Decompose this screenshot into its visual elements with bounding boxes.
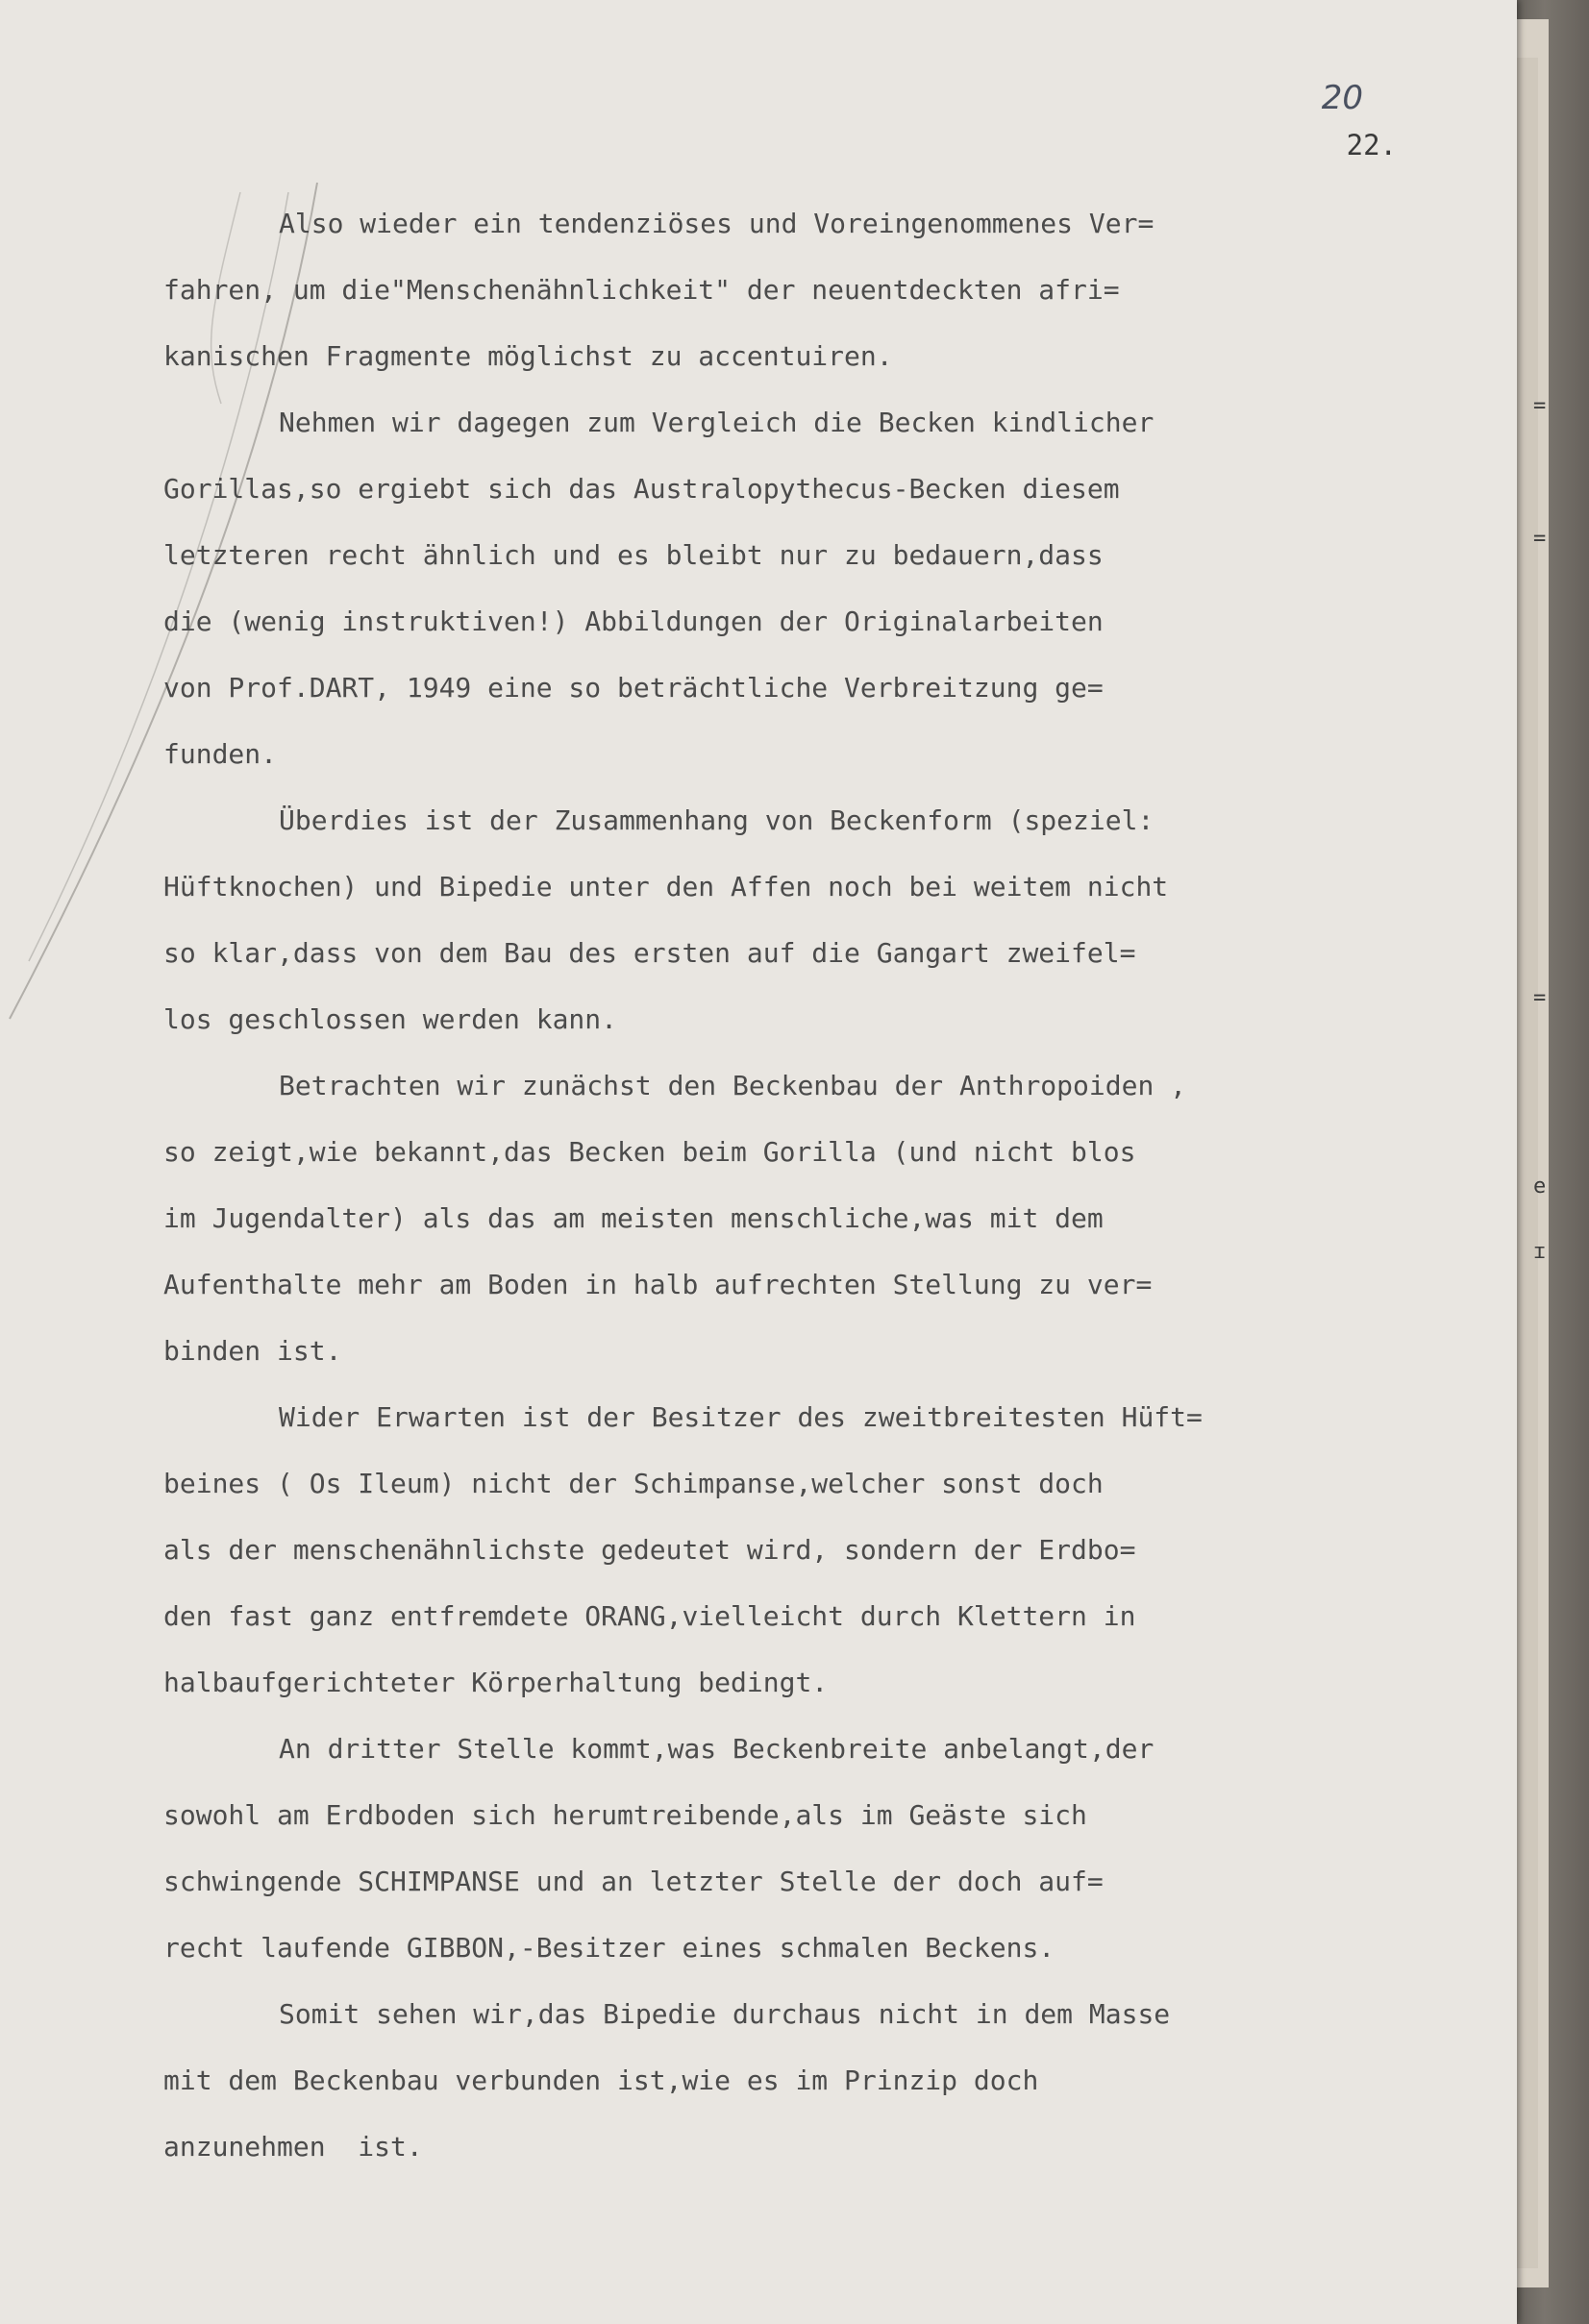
- text-line: Wider Erwarten ist der Besitzer des zweitbreitesten Hüft=: [279, 1401, 1203, 1433]
- text-line: An dritter Stelle kommt,was Beckenbreite anbelangt,der: [279, 1733, 1155, 1765]
- text-line: Nehmen wir dagegen zum Vergleich die Becken kindlicher: [279, 407, 1155, 438]
- text-line: als der menschenähnlichste gedeutet wird, sondern der Erdbo=: [163, 1534, 1136, 1566]
- text-line: binden ist.: [163, 1335, 342, 1367]
- text-line: so zeigt,wie bekannt,das Becken beim Gorilla (und nicht blos: [163, 1136, 1136, 1168]
- text-line: Überdies ist der Zusammenhang von Beckenform (speziel:: [279, 804, 1155, 836]
- margin-mark: ɪ: [1533, 1240, 1547, 1264]
- folio-number: 20: [1321, 79, 1363, 117]
- body-text: [163, 190, 1490, 2180]
- text-line: so klar,dass von dem Bau des ersten auf die Gangart zweifel=: [163, 937, 1136, 969]
- text-line: mit dem Beckenbau verbunden ist,wie es im Prinzip doch: [163, 2064, 1039, 2096]
- text-line: los geschlossen werden kann.: [163, 1003, 618, 1035]
- text-line: recht laufende GIBBON,-Besitzer eines schmalen Beckens.: [163, 1932, 1055, 1964]
- text-line: funden.: [163, 738, 278, 770]
- page-number: 22.: [1346, 129, 1397, 161]
- under-sheet-margin-marks: [1533, 0, 1562, 2324]
- text-line: letzteren recht ähnlich und es bleibt nur zu bedauern,dass: [163, 539, 1104, 571]
- text-line: Aufenthalte mehr am Boden in halb aufrechten Stellung zu ver=: [163, 1269, 1153, 1300]
- text-line: halbaufgerichteter Körperhaltung bedingt.: [163, 1667, 829, 1698]
- text-line: den fast ganz entfremdete ORANG,vielleicht durch Klettern in: [163, 1600, 1136, 1632]
- margin-mark: =: [1533, 394, 1547, 418]
- text-line: kanischen Fragmente möglichst zu accentuiren.: [163, 340, 893, 372]
- text-line: fahren, um die"Menschenähnlichkeit" der neuentdeckten afri=: [163, 274, 1120, 306]
- margin-mark: e: [1533, 1174, 1547, 1199]
- text-line: Betrachten wir zunächst den Beckenbau der Anthropoiden ,: [279, 1070, 1187, 1101]
- text-line: sowohl am Erdboden sich herumtreibende,als im Geäste sich: [163, 1799, 1087, 1831]
- text-line: Also wieder ein tendenziöses und Voreingenommenes Ver=: [279, 208, 1155, 239]
- margin-mark: =: [1533, 986, 1547, 1010]
- text-line: Hüftknochen) und Bipedie unter den Affen noch bei weitem nicht: [163, 871, 1169, 902]
- text-line: von Prof.DART, 1949 eine so beträchtliche Verbreitzung ge=: [163, 672, 1104, 704]
- text-line: im Jugendalter) als das am meisten menschliche,was mit dem: [163, 1202, 1104, 1234]
- text-line: Gorillas,so ergiebt sich das Australopythecus-Becken diesem: [163, 473, 1120, 505]
- text-line: beines ( Os Ileum) nicht der Schimpanse,welcher sonst doch: [163, 1468, 1104, 1499]
- text-line: die (wenig instruktiven!) Abbildungen der Originalarbeiten: [163, 606, 1104, 637]
- text-line: anzunehmen ist.: [163, 2131, 423, 2163]
- text-line: Somit sehen wir,das Bipedie durchaus nicht in dem Masse: [279, 1998, 1171, 2030]
- text-line: schwingende SCHIMPANSE und an letzter Stelle der doch auf=: [163, 1866, 1104, 1897]
- margin-mark: =: [1533, 527, 1547, 551]
